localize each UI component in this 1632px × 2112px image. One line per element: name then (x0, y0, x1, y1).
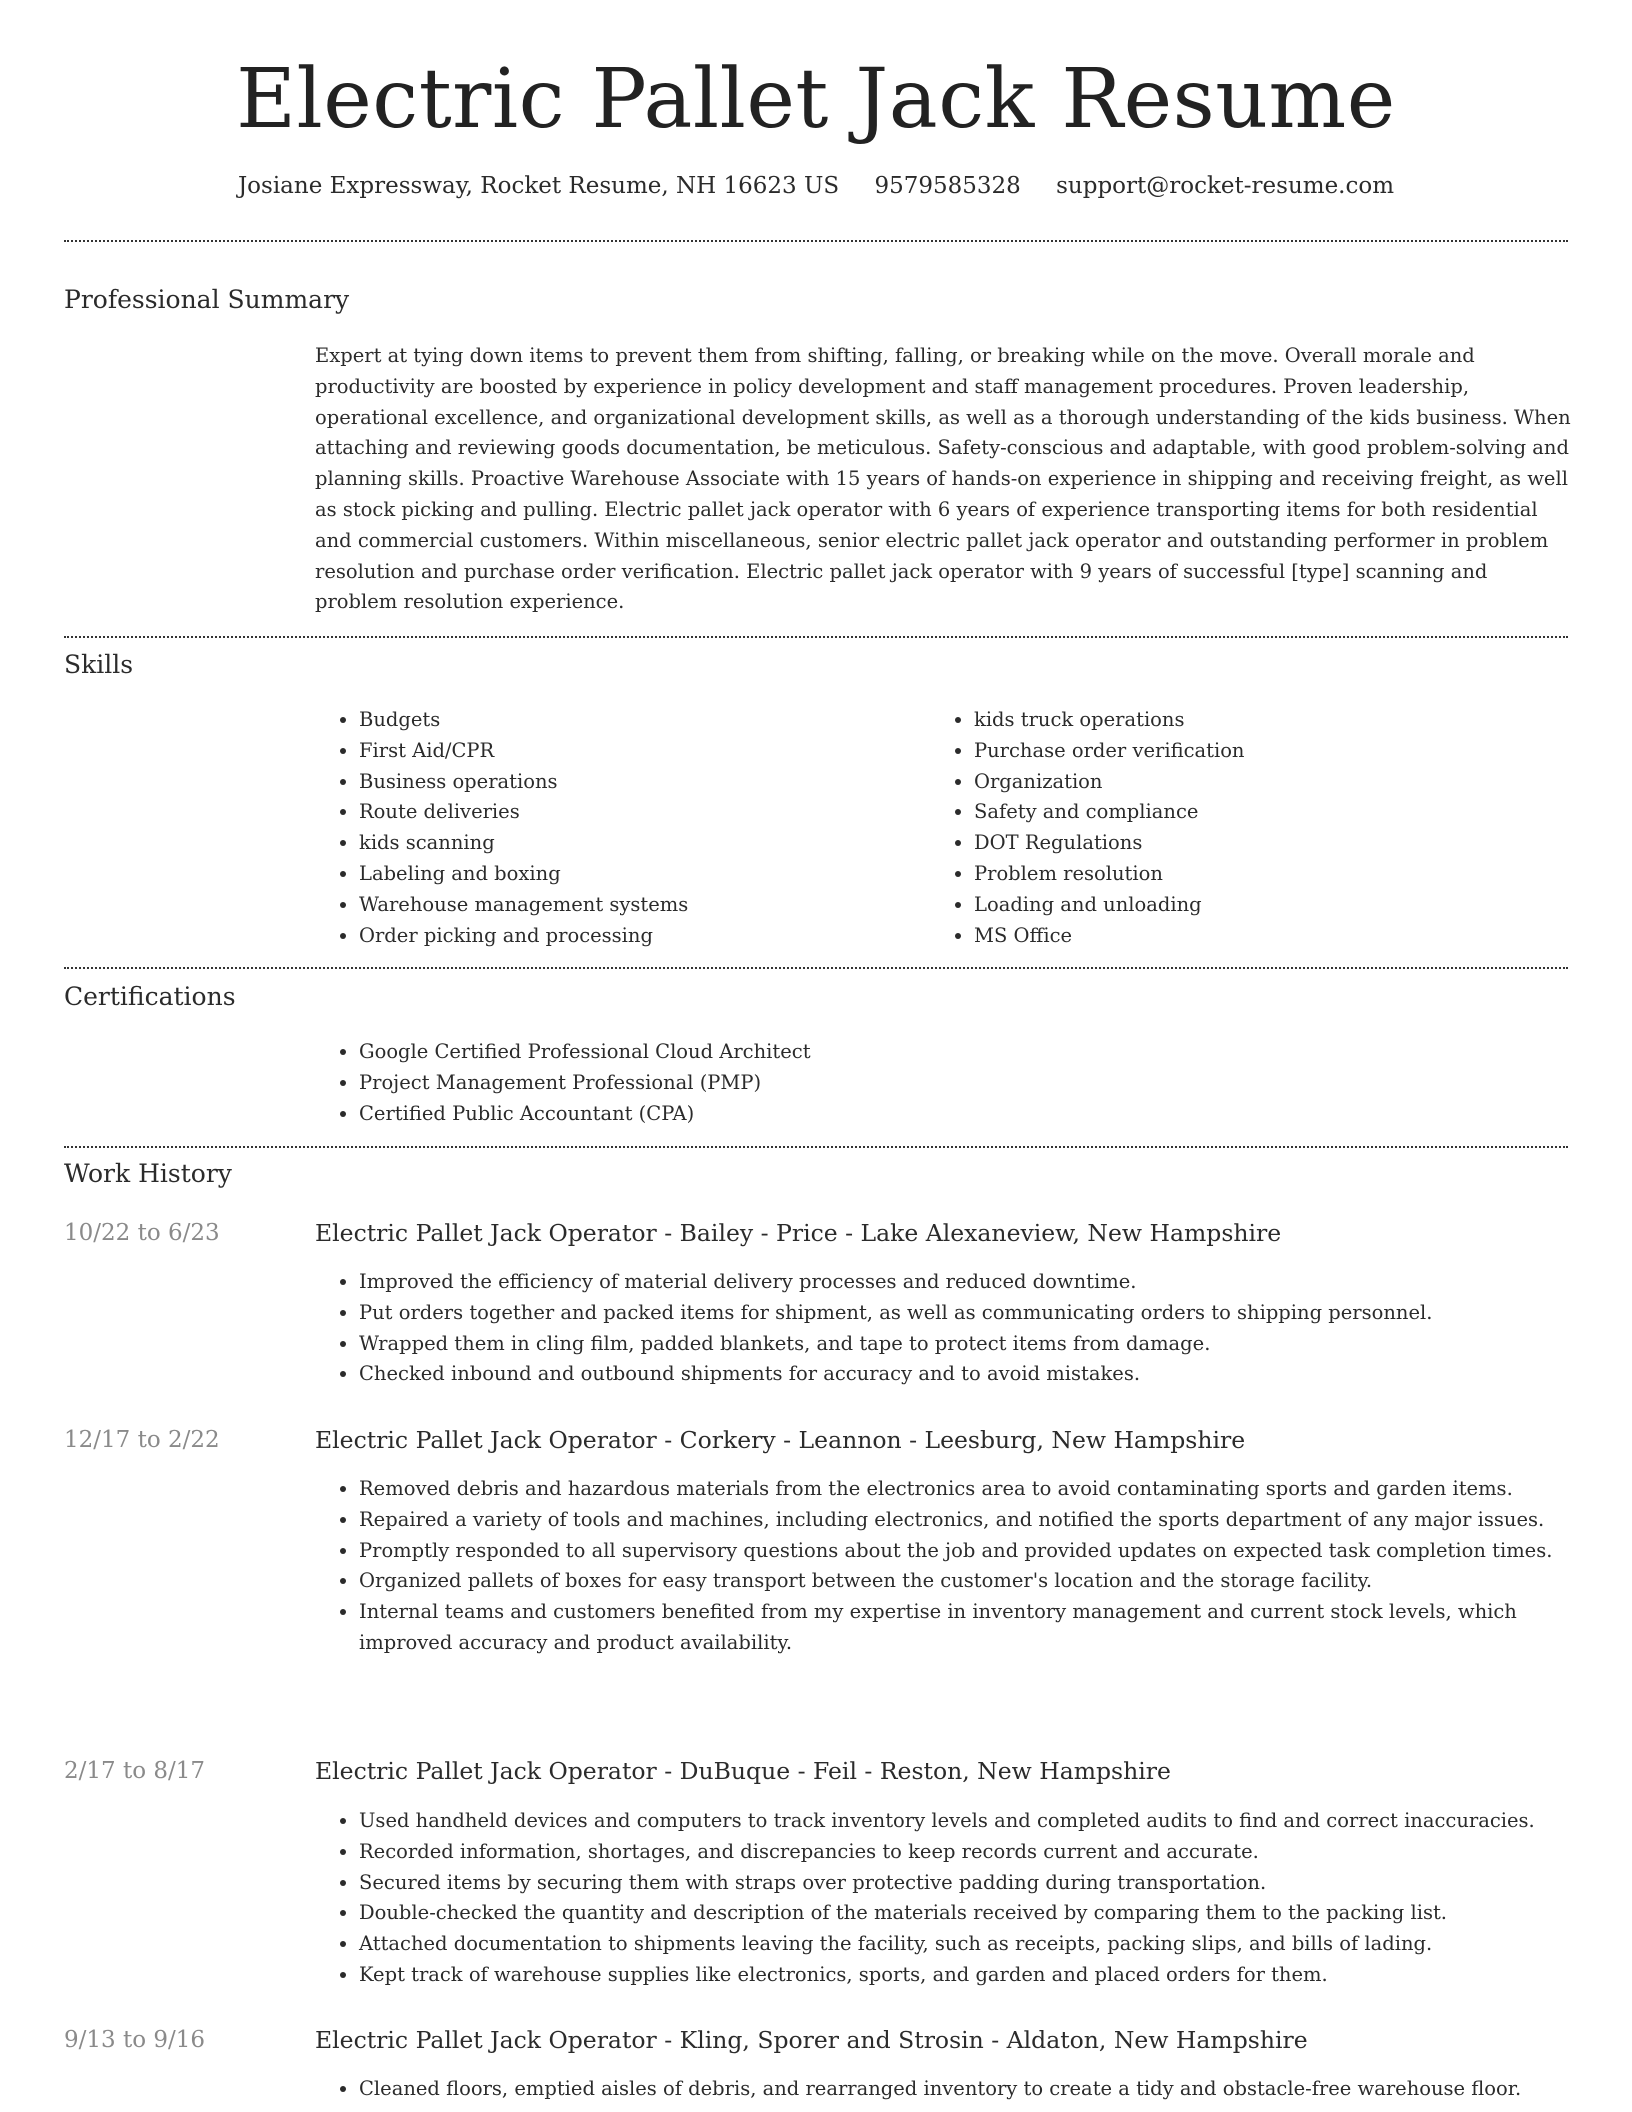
resume-title: Electric Pallet Jack Resume (236, 52, 1396, 147)
list-item: • kids truck operations (974, 705, 1530, 736)
address: Josiane Expressway, Rocket Resume, NH 16623 US (237, 173, 840, 199)
job-bullets (315, 1267, 1571, 1390)
list-item: • Kept track of warehouse supplies like electronics, sports, and garden and placed orders for them. (359, 1960, 1571, 1991)
contact-line (64, 170, 1568, 202)
list-item: • Labeling and boxing (359, 859, 915, 890)
list-item: • First Aid/CPR (359, 736, 915, 767)
list-item: • Order picking and processing (359, 921, 915, 952)
divider (64, 967, 1568, 969)
list-item: • Certified Public Accountant (CPA) (359, 1099, 1571, 1130)
job-dates: 12/17 to 2/22 (64, 1427, 220, 1453)
section-title-work-history: Work History (64, 1159, 232, 1188)
list-item: • kids scanning (359, 828, 915, 859)
list-item: • Budgets (359, 705, 915, 736)
job-dates: 10/22 to 6/23 (64, 1220, 220, 1246)
list-item: • Organized pallets of boxes for easy transport between the customer's location and the storage facility. (359, 1566, 1571, 1597)
section-title-summary: Professional Summary (64, 285, 350, 314)
list-item: • Removed debris and hazardous materials from the electronics area to avoid contaminating sports and garden items. (359, 1474, 1571, 1505)
divider (64, 1146, 1568, 1148)
list-item: • Project Management Professional (PMP) (359, 1068, 1571, 1099)
job-dates: 9/13 to 9/16 (64, 2027, 206, 2053)
job-responsibilities (315, 1474, 1571, 1659)
list-item: • Warehouse management systems (359, 890, 915, 921)
list-item: • Google Certified Professional Cloud Architect (359, 1037, 1571, 1068)
summary-text: Expert at tying down items to prevent them from shifting, falling, or breaking while on the move. Overall morale and productivity are boosted by experience in policy development and staff management procedures. Proven leadership, operational excellence, and organizational development skills, as well as a thorough understanding of the kids business. When attaching and reviewing goods documentation, be meticulous. Safety-conscious and adaptable, with good problem-solving and planning skills. Proactive Warehouse Associate with 15 years of hands-on experience in shipping and receiving freight, as well as stock picking and pulling. Electric pallet jack operator with 6 years of experience transporting items for both residential and commercial customers. Within miscellaneous, senior electric pallet jack operator and outstanding performer in problem resolution and purchase order verification. Electric pallet jack operator with 9 years of successful [type] scanning and problem resolution experience. (315, 344, 1571, 614)
list-item: • Problem resolution (974, 859, 1530, 890)
list-item: • Internal teams and customers benefited from my expertise in inventory management and current stock levels, which improved accuracy and product availability. (359, 1597, 1571, 1659)
list-item: • Checked inbound and outbound shipments for accuracy and to avoid mistakes. (359, 1359, 1571, 1390)
list-item: • Put orders together and packed items for shipment, as well as communicating orders to shipping personnel. (359, 1298, 1571, 1329)
list-item: • Recorded information, shortages, and discrepancies to keep records current and accurate. (359, 1837, 1571, 1868)
job-responsibilities (315, 1806, 1571, 1991)
job-bullets (315, 1474, 1571, 1659)
section-title-certifications: Certifications (64, 982, 236, 1011)
list-item: • Purchase order verification (974, 736, 1530, 767)
skills-column-left (315, 705, 915, 951)
list-item: • Double-checked the quantity and description of the materials received by comparing them to the packing list. (359, 1898, 1571, 1929)
email: support@rocket-resume.com (1056, 173, 1395, 199)
list-item: • Wrapped them in cling film, padded blankets, and tape to protect items from damage. (359, 1329, 1571, 1360)
resume-page (64, 0, 1571, 2100)
list-item: • DOT Regulations (974, 828, 1530, 859)
skills-list-left (315, 705, 915, 951)
list-item: • Safety and compliance (974, 797, 1530, 828)
list-item: • Secured items by securing them with straps over protective padding during transportation. (359, 1868, 1571, 1899)
list-item: • Attached documentation to shipments leaving the facility, such as receipts, packing slips, and bills of lading. (359, 1929, 1571, 1960)
certifications-block (315, 1037, 1571, 1129)
job-title: Electric Pallet Jack Operator - Bailey - Price - Lake Alexaneview, New Hampshire (315, 1219, 1282, 1247)
job-bullets (315, 1806, 1571, 1991)
section-title-skills: Skills (64, 650, 134, 679)
skills-list-right (930, 705, 1530, 951)
job-title: Electric Pallet Jack Operator - Corkery - Leannon - Leesburg, New Hampshire (315, 1426, 1246, 1454)
divider (64, 636, 1568, 638)
list-item: • Used handheld devices and computers to track inventory levels and completed audits to find and correct inaccuracies. (359, 1806, 1571, 1837)
list-item: • Promptly responded to all supervisory questions about the job and provided updates on expected task completion times. (359, 1536, 1571, 1567)
skills-column-right (930, 705, 1530, 951)
certifications-list (315, 1037, 1571, 1129)
job-title: Electric Pallet Jack Operator - DuBuque - Feil - Reston, New Hampshire (315, 1757, 1171, 1785)
list-item: • MS Office (974, 921, 1530, 952)
list-item: • Repaired a variety of tools and machines, including electronics, and notified the sports department of any major issues. (359, 1505, 1571, 1536)
list-item: • Cleaned floors, emptied aisles of debris, and rearranged inventory to create a tidy and obstacle-free warehouse floor. (359, 2074, 1571, 2105)
job-dates: 2/17 to 8/17 (64, 1758, 206, 1784)
list-item: • Improved the efficiency of material delivery processes and reduced downtime. (359, 1267, 1571, 1298)
job-responsibilities (315, 1267, 1571, 1390)
list-item: • Loading and unloading (974, 890, 1530, 921)
list-item: • Business operations (359, 767, 915, 798)
divider (64, 240, 1568, 242)
list-item: • Organization (974, 767, 1530, 798)
job-bullets (315, 2074, 1571, 2105)
list-item: • Route deliveries (359, 797, 915, 828)
job-responsibilities (315, 2074, 1571, 2105)
job-title: Electric Pallet Jack Operator - Kling, Sporer and Strosin - Aldaton, New Hampshire (315, 2026, 1308, 2054)
phone: 9579585328 (874, 173, 1021, 199)
